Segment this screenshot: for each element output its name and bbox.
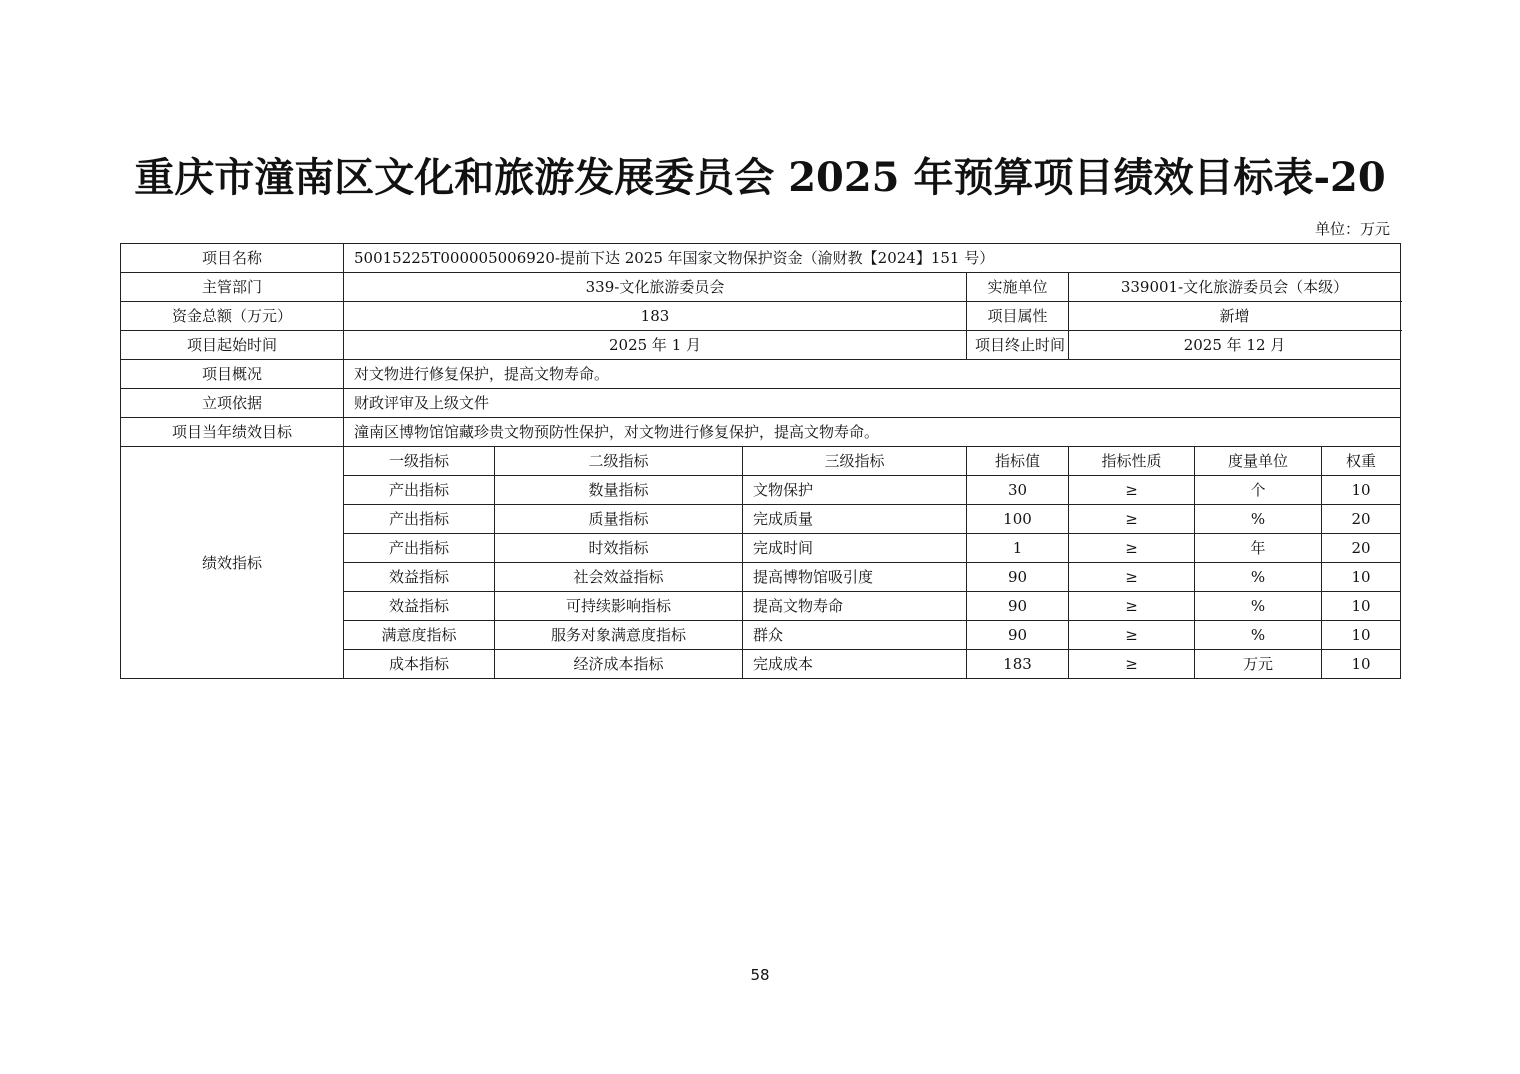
- fund-label: 资金总额（万元）: [121, 302, 344, 331]
- cell-weight: 10: [1322, 476, 1401, 505]
- cell-weight: 10: [1322, 650, 1401, 679]
- cell-level3: 完成质量: [743, 505, 967, 534]
- start-value: 2025 年 1 月: [344, 331, 967, 360]
- header-weight: 权重: [1322, 447, 1401, 476]
- cell-weight: 10: [1322, 563, 1401, 592]
- cell-nature: ≥: [1069, 592, 1195, 621]
- cell-unit: 年: [1195, 534, 1322, 563]
- cell-level1: 效益指标: [344, 563, 495, 592]
- header-level2: 二级指标: [495, 447, 743, 476]
- cell-value: 90: [967, 592, 1069, 621]
- end-value: 2025 年 12 月: [1069, 331, 1401, 360]
- cell-nature: ≥: [1069, 621, 1195, 650]
- cell-nature: ≥: [1069, 563, 1195, 592]
- cell-value: 90: [967, 621, 1069, 650]
- cell-level1: 产出指标: [344, 505, 495, 534]
- cell-value: 183: [967, 650, 1069, 679]
- cell-weight: 10: [1322, 621, 1401, 650]
- project-name-value: 50015225T000005006920-提前下达 2025 年国家文物保护资金（渝财教【2024】151 号）: [344, 244, 1401, 273]
- cell-level1: 产出指标: [344, 476, 495, 505]
- row-project-name: [121, 244, 1401, 273]
- cell-level2: 服务对象满意度指标: [495, 621, 743, 650]
- row-fund: [121, 302, 1401, 331]
- cell-unit: 个: [1195, 476, 1322, 505]
- cell-level3: 文物保护: [743, 476, 967, 505]
- cell-weight: 10: [1322, 592, 1401, 621]
- performance-table: [120, 243, 1401, 679]
- cell-level3: 完成成本: [743, 650, 967, 679]
- cell-level2: 经济成本指标: [495, 650, 743, 679]
- cell-level1: 效益指标: [344, 592, 495, 621]
- dept-label: 主管部门: [121, 273, 344, 302]
- overview-value: 对文物进行修复保护，提高文物寿命。: [344, 360, 1401, 389]
- project-name-label: 项目名称: [121, 244, 344, 273]
- cell-level2: 可持续影响指标: [495, 592, 743, 621]
- cell-unit: %: [1195, 505, 1322, 534]
- fund-value: 183: [344, 302, 967, 331]
- start-label: 项目起始时间: [121, 331, 344, 360]
- cell-level2: 数量指标: [495, 476, 743, 505]
- cell-nature: ≥: [1069, 534, 1195, 563]
- row-goal: [121, 418, 1401, 447]
- goal-label: 项目当年绩效目标: [121, 418, 344, 447]
- cell-level3: 提高博物馆吸引度: [743, 563, 967, 592]
- cell-weight: 20: [1322, 505, 1401, 534]
- cell-level3: 提高文物寿命: [743, 592, 967, 621]
- basis-label: 立项依据: [121, 389, 344, 418]
- cell-level1: 满意度指标: [344, 621, 495, 650]
- cell-level2: 时效指标: [495, 534, 743, 563]
- cell-unit: %: [1195, 621, 1322, 650]
- cell-unit: %: [1195, 592, 1322, 621]
- end-label: 项目终止时间: [967, 331, 1069, 360]
- impl-label: 实施单位: [967, 273, 1069, 302]
- indicator-header-row: [121, 447, 1401, 476]
- cell-level3: 群众: [743, 621, 967, 650]
- cell-value: 1: [967, 534, 1069, 563]
- row-overview: [121, 360, 1401, 389]
- header-unit: 度量单位: [1195, 447, 1322, 476]
- header-value: 指标值: [967, 447, 1069, 476]
- cell-nature: ≥: [1069, 476, 1195, 505]
- dept-value: 339-文化旅游委员会: [344, 273, 967, 302]
- impl-value: 339001-文化旅游委员会（本级）: [1069, 273, 1401, 302]
- overview-label: 项目概况: [121, 360, 344, 389]
- cell-level1: 成本指标: [344, 650, 495, 679]
- cell-weight: 20: [1322, 534, 1401, 563]
- basis-value: 财政评审及上级文件: [344, 389, 1401, 418]
- unit-label: 单位：万元: [1314, 220, 1390, 238]
- header-level1: 一级指标: [344, 447, 495, 476]
- indicators-section-label: 绩效指标: [121, 447, 344, 679]
- cell-level2: 质量指标: [495, 505, 743, 534]
- cell-nature: ≥: [1069, 505, 1195, 534]
- cell-unit: 万元: [1195, 650, 1322, 679]
- attr-value: 新增: [1069, 302, 1401, 331]
- page-title: 重庆市潼南区文化和旅游发展委员会 2025 年预算项目绩效目标表-20: [134, 154, 1386, 201]
- attr-label: 项目属性: [967, 302, 1069, 331]
- cell-value: 90: [967, 563, 1069, 592]
- header-nature: 指标性质: [1069, 447, 1195, 476]
- cell-value: 100: [967, 505, 1069, 534]
- cell-nature: ≥: [1069, 650, 1195, 679]
- cell-level2: 社会效益指标: [495, 563, 743, 592]
- header-level3: 三级指标: [743, 447, 967, 476]
- cell-unit: %: [1195, 563, 1322, 592]
- goal-value: 潼南区博物馆馆藏珍贵文物预防性保护，对文物进行修复保护，提高文物寿命。: [344, 418, 1401, 447]
- cell-level3: 完成时间: [743, 534, 967, 563]
- cell-value: 30: [967, 476, 1069, 505]
- row-basis: [121, 389, 1401, 418]
- page-number: 58: [750, 966, 770, 984]
- row-time: [121, 331, 1401, 360]
- cell-level1: 产出指标: [344, 534, 495, 563]
- row-department: [121, 273, 1401, 302]
